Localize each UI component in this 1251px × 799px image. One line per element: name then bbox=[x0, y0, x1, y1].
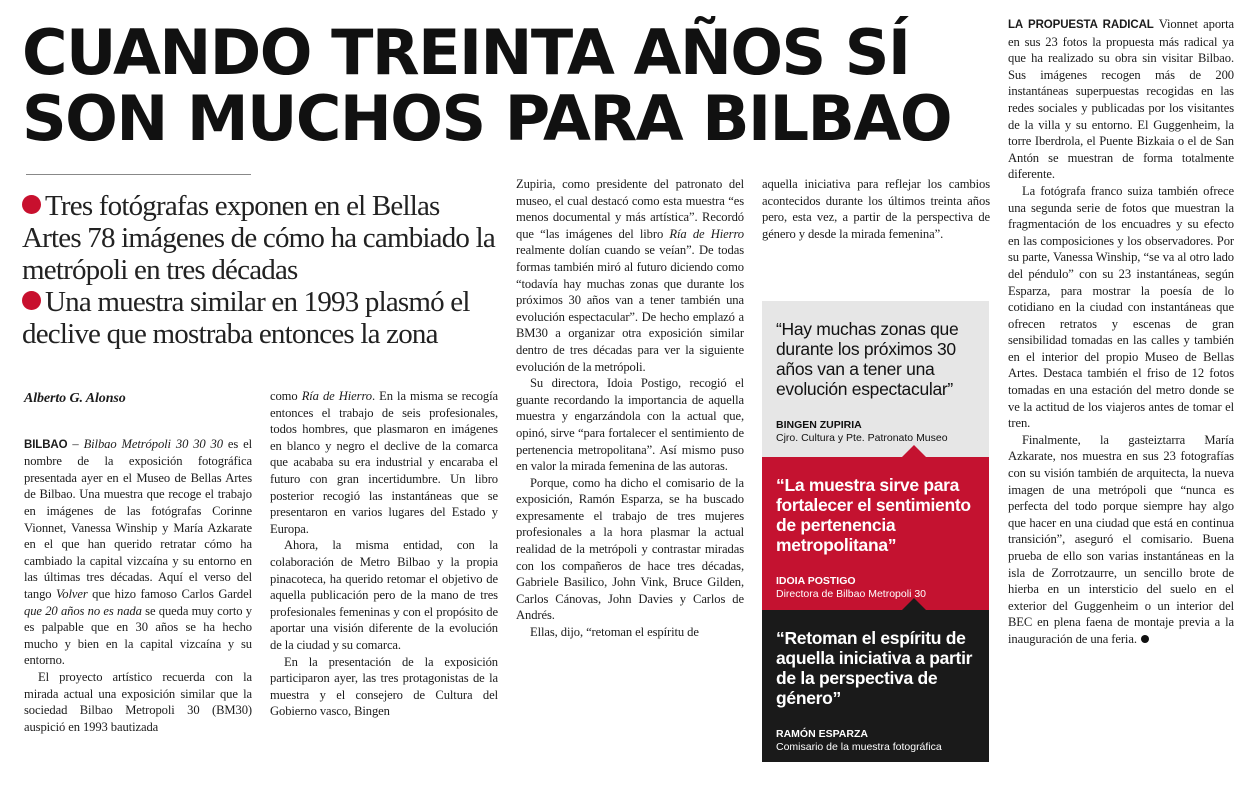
text-span: . En la misma se recogía entonces el trabajo de seis profesionales, todos hombres, que plasmaron en imágenes en blanco y negro el declive de la comarca que acababa su era industrial y encaraba el futuro con gran incertidumbre. Un libro posterior recogió las instantáneas que se presentaron en varios lugares del Estado y Europa. bbox=[270, 389, 498, 536]
subhead-point-1-text: Tres fotógrafas exponen en el Bellas Artes 78 imágenes de cómo ha cambiado la metrópoli en tres décadas bbox=[22, 190, 495, 286]
paragraph: Ahora, la misma entidad, con la colaboración de Metro Bilbao y la propia pinacoteca, ha querido retomar el objetivo de aquella publicación pero de la mano de tres profesionales femeninas y con el propósito de aportar una visión diferente de la evolución de la ciudad y su comarca. bbox=[270, 538, 498, 652]
paragraph bbox=[24, 436, 252, 669]
subhead-point-1 bbox=[22, 190, 502, 286]
text-span: Finalmente, la gasteiztarra María Azkarate, nos muestra en sus 23 fotografías con su visión también de arquitecta, la nueva imagen de una metrópoli que “nunca es perfecta del todo porque siempre hay algo que hacer en una ciudad que está en continua transición”, aseguró el comisario. Buena prueba de ello son varias instantáneas en la isla de Zorrotzaurre, un sencillo brote de hierba en un intersticio del suelo en el exterior del Guggenheim o un interior del BEC en plena faena de montaje previa a la inauguración de una feria. bbox=[1008, 432, 1234, 646]
pull-quote-role: Directora de Bilbao Metropoli 30 bbox=[776, 588, 926, 600]
speech-notch-icon bbox=[902, 598, 926, 610]
column-3 bbox=[516, 176, 744, 641]
text-span: Vionnet aporta en sus 23 fotos la propuesta más radical ya que ha realizado su obra sin visitar Bilbao. Sus imágenes recogen más de 200 instantáneas superpuestas recogidas en las redes sociales y publicadas por los visitantes de la villa y su entorno. El Guggenheim, la torre Iberdrola, el Puente Bizkaia o el de San Antón se muestran de forma totalmente diferente. bbox=[1008, 17, 1234, 182]
bullet-dot-icon bbox=[22, 195, 41, 214]
paragraph: Porque, como ha dicho el comisario de la exposición, Ramón Esparza, se ha buscado expresamente el trabajo de tres mujeres profesionales a la hora plasmar la actual realidad de la metrópoli y contrastar miradas con los compañeros de hace tres décadas, Gabriele Basilico, John Vink, Bruce Gilden, Carlos Cánovas, John Davies y Carlos de Andrés. bbox=[516, 475, 744, 623]
column-4 bbox=[762, 176, 990, 242]
book-title: Ría de Hierro bbox=[669, 226, 745, 241]
pull-quote-text: “Hay muchas zonas que durante los próximos 30 años van a tener una evolución espectacular” bbox=[776, 319, 959, 399]
pull-quote-role: Cjro. Cultura y Pte. Patronato Museo bbox=[776, 432, 948, 444]
divider bbox=[26, 174, 251, 175]
paragraph bbox=[1008, 432, 1234, 648]
tango-verse: que 20 años no es nada bbox=[24, 603, 142, 618]
text-span: realmente dolían cuando se veían”. De todas formas también miró al futuro diciendo como “todavía hay muchas zonas que durante los próximos 30 años van a tener también una evolución espectacular”. De hecho emplazó a BM30 a organizar otra exposición similar dentro de tres décadas para ver la siguiente evolución de la metrópoli. bbox=[516, 243, 744, 374]
headline-line-2: SON MUCHOS PARA BILBAO bbox=[22, 82, 952, 155]
paragraph: En la presentación de la exposición participaron ayer, las tres protagonistas de la muestra y el consejero de Cultura del Gobierno vasco, Bingen bbox=[270, 654, 498, 719]
pull-quote-esparza bbox=[762, 610, 989, 762]
pull-quote-name: RAMÓN ESPARZA bbox=[776, 728, 868, 740]
text-span: Zupiria, como presidente del patronato del museo, el cual destacó como esta muestra “es menos documental y más artística”. Recordó que “las imágenes del libro bbox=[516, 177, 744, 241]
pull-quote-name: BINGEN ZUPIRIA bbox=[776, 419, 862, 431]
paragraph: aquella iniciativa para reflejar los cambios acontecidos durante los últimos treinta años pero, esta vez, a partir de la perspectiva de género y desde la mirada femenina”. bbox=[762, 177, 990, 241]
pull-quote-text: “La muestra sirve para fortalecer el sentimiento de pertenencia metropolitana” bbox=[776, 475, 971, 555]
tango-title: Volver bbox=[56, 586, 88, 601]
text-span: – bbox=[67, 436, 84, 451]
dateline: BILBAO bbox=[24, 438, 68, 451]
pull-quote-postigo bbox=[762, 457, 989, 610]
section-runin: LA PROPUESTA RADICAL bbox=[1008, 19, 1154, 31]
column-5 bbox=[1008, 16, 1234, 648]
paragraph: Ellas, dijo, “retoman el espíritu de bbox=[530, 625, 699, 640]
text-span: que hizo famoso Carlos Gardel bbox=[87, 586, 253, 601]
text-span: como bbox=[270, 389, 302, 403]
headline-line-1: CUANDO TREINTA AÑOS SÍ bbox=[22, 16, 910, 89]
column-2 bbox=[270, 388, 498, 720]
subhead-point-2-text: Una muestra similar en 1993 plasmó el declive que mostraba entonces la zona bbox=[22, 286, 470, 350]
paragraph: Su directora, Idoia Postigo, recogió el guante recordando la importancia de aquella muestra y engarzándola con la actual que, opinó, sirve “para fortalecer el sentimiento de pertenencia metropolitana”. Así mismo puso en valor la mirada femenina de las autoras. bbox=[516, 376, 744, 474]
bullet-dot-icon bbox=[22, 291, 41, 310]
pull-quote-name: IDOIA POSTIGO bbox=[776, 575, 856, 587]
subhead-point-2 bbox=[22, 286, 502, 350]
paragraph: El proyecto artístico recuerda con la mirada actual una exposición similar que la sociedad Bilbao Metropoli 30 (BM30) auspició en 1993 bautizada bbox=[24, 669, 252, 734]
byline: Alberto G. Alonso bbox=[24, 391, 126, 406]
headline bbox=[22, 16, 982, 155]
text-span: se queda muy corto y es palpable que en 30 años se ha hecho mucho y bien en la capital vizcaína y su entorno. bbox=[24, 603, 252, 668]
column-1 bbox=[24, 391, 252, 735]
paragraph bbox=[516, 176, 744, 375]
exhibition-title: Bilbao Metrópoli 30 30 30 bbox=[83, 436, 223, 451]
text-span: es el nombre de la exposición fotográfica presentada ayer en el Museo de Bellas Artes de Bilbao. Una muestra que recoge el trabajo en imágenes de las fotógrafas Corinne Vionnet, Vanessa Winship y María Azkarate en el que han querido retratar cómo ha cambiado la capital vizcaína y su entorno en las últimas tres décadas. Aquí el verso del tango bbox=[24, 436, 253, 601]
speech-notch-icon bbox=[902, 445, 926, 457]
paragraph bbox=[270, 388, 498, 537]
end-mark-icon bbox=[1141, 635, 1149, 643]
book-title: Ría de Hierro bbox=[301, 389, 372, 403]
pull-quote-zupiria bbox=[762, 301, 989, 457]
pull-quote-text: “Retoman el espíritu de aquella iniciativa a partir de la perspectiva de género” bbox=[776, 628, 973, 708]
pull-quote-role: Comisario de la muestra fotográfica bbox=[776, 741, 942, 753]
paragraph: La fotógrafa franco suiza también ofrece una segunda serie de fotos que muestran la fragmentación de los encuadres y su efecto en las composiciones y los observadores. Por su parte, Vanessa Winship, “se va al otro lado del péndulo” con su 23 instantáneas, según Esparza, para mostrar la poesía de lo cotidiano en la ciudad con instantáneas que ofrecen retratos y escenas de gran sensibilidad tomadas en las calles y también en el interior del propio Museo de Bellas Artes. Destaca también el friso de 12 fotos tomadas en una estación del metro donde se ve la actitud de los viajeros antes de tomar el tren. bbox=[1008, 183, 1234, 431]
subheadline bbox=[22, 190, 502, 350]
paragraph bbox=[1008, 16, 1234, 183]
